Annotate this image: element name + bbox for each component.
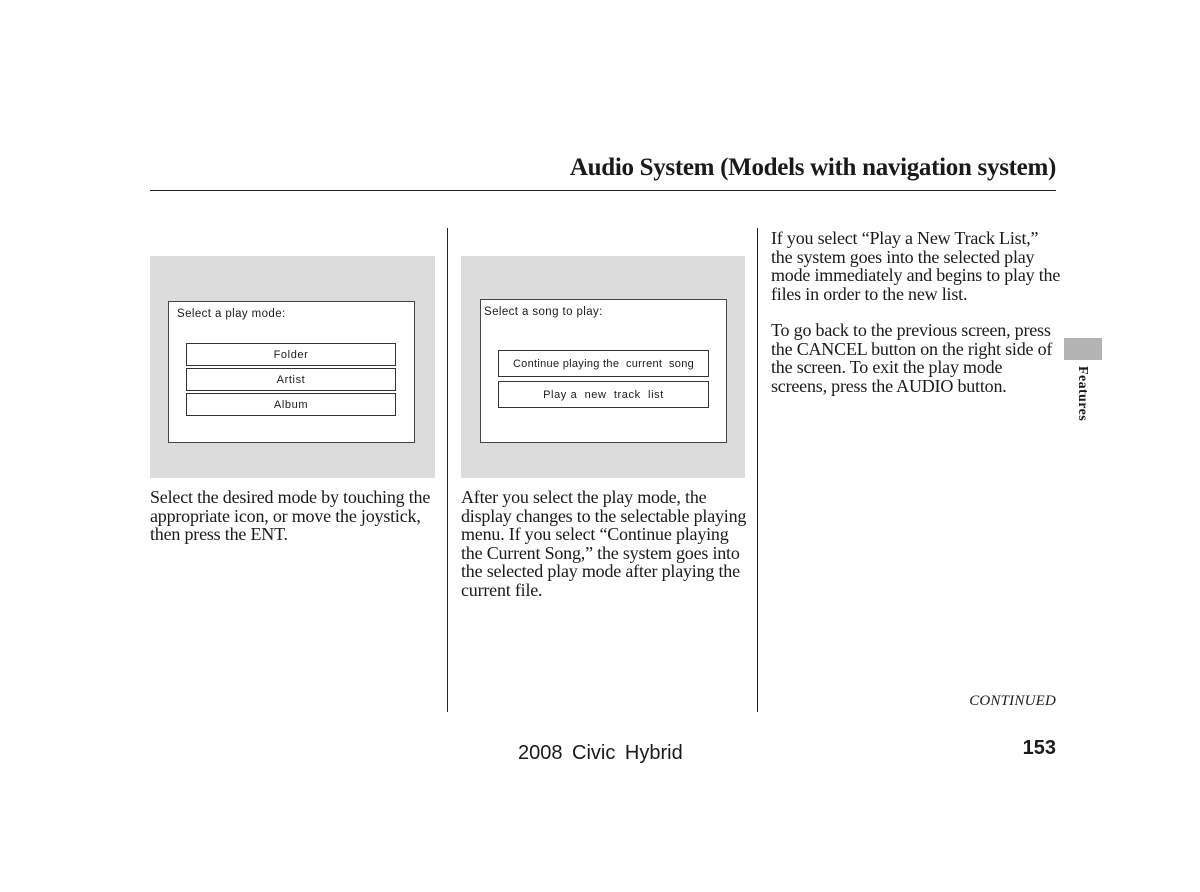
column-divider-left bbox=[447, 228, 448, 712]
continued-label: CONTINUED bbox=[969, 693, 1056, 709]
page-title: Audio System (Models with navigation system) bbox=[569, 154, 1056, 181]
folder-button[interactable]: Folder bbox=[186, 343, 396, 366]
artist-button[interactable]: Artist bbox=[186, 368, 396, 391]
right-column-paragraph-2: To go back to the previous screen, press the CANCEL button on the right side of the screen. To exit the play mode screens, press the AUDIO button. bbox=[771, 320, 1053, 396]
play-mode-screen bbox=[168, 301, 415, 443]
middle-column-text: After you select the play mode, the display changes to the selectable playing menu. If you select “Continue playing the Current Song,” the system goes into the selected play mode after playing the current file. bbox=[461, 487, 747, 600]
continue-current-song-button[interactable]: Continue playing the current song bbox=[498, 350, 709, 377]
section-tab bbox=[1064, 338, 1102, 360]
section-tab-label: Features bbox=[1075, 366, 1090, 422]
song-select-screen-illustration bbox=[461, 256, 745, 478]
song-select-screen bbox=[480, 299, 727, 443]
right-column-paragraph-1: If you select “Play a New Track List,” the system goes into the selected play mode immediately and begins to play the files in order to the new list. bbox=[771, 228, 1061, 304]
album-button[interactable]: Album bbox=[186, 393, 396, 416]
column-divider-right bbox=[757, 228, 758, 712]
play-mode-screen-illustration bbox=[150, 256, 435, 478]
title-divider bbox=[150, 190, 1056, 191]
vehicle-model-footer: 2008 Civic Hybrid bbox=[518, 742, 683, 764]
left-column-text: Select the desired mode by touching the appropriate icon, or move the joystick, then press the ENT. bbox=[150, 487, 431, 545]
song-select-prompt: Select a song to play: bbox=[484, 306, 603, 318]
play-new-track-list-button[interactable]: Play a new track list bbox=[498, 381, 709, 408]
play-mode-prompt: Select a play mode: bbox=[177, 308, 286, 320]
page-number: 153 bbox=[1022, 737, 1056, 759]
